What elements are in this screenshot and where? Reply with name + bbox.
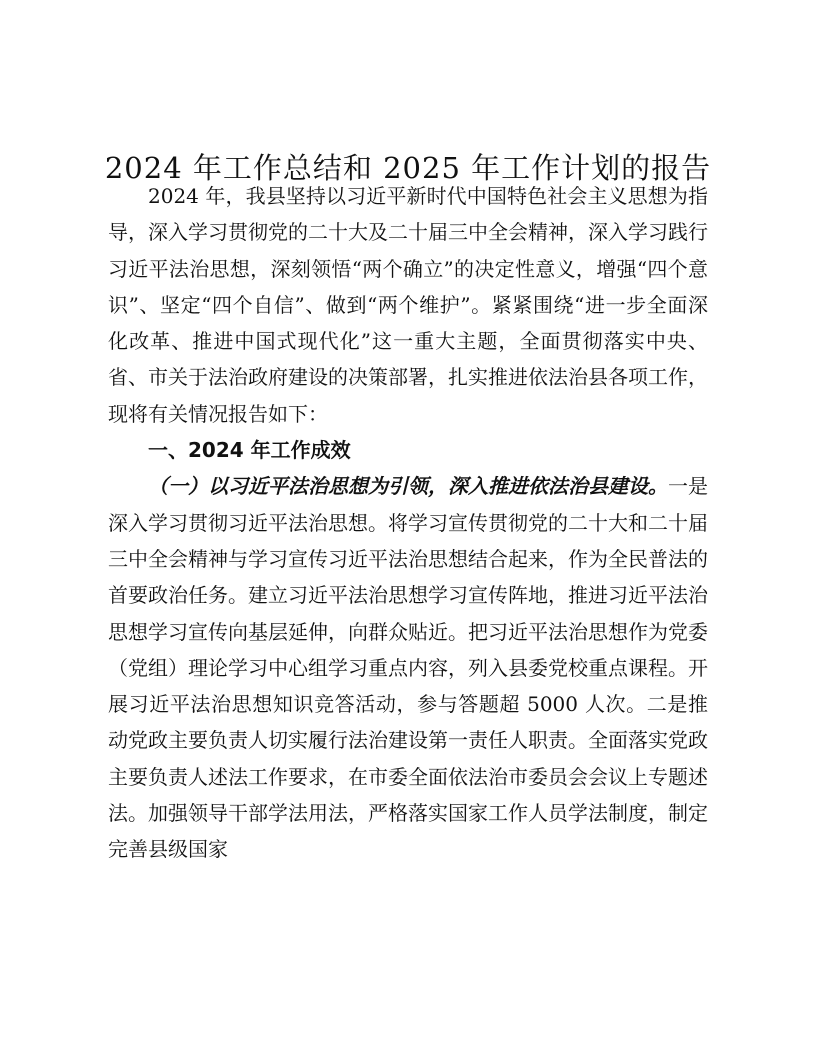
subsection-paragraph — [108, 468, 708, 867]
document-title: 2024 年工作总结和 2025 年工作计划的报告 — [104, 151, 712, 185]
intro-paragraph: 2024 年，我县坚持以习近平新时代中国特色社会主义思想为指导，深入学习贯彻党的二十大及二十届三中全会精神，深入学习践行习近平法治思想，深刻领悟“两个确立”的决定性意义，增强“四个意识”、坚定“四个自信”、做到“两个维护”。紧紧围绕“进一步全面深化改革、推进中国式现代化”这一重大主题，全面贯彻落实中央、省、市关于法治政府建设的决策部署，扎实推进依法治县各项工作，现将有关情况报告如下： — [108, 184, 708, 426]
subsection-body: 一是深入学习贯彻习近平法治思想。将学习宣传贯彻党的二十大和二十届三中全会精神与学习宣传习近平法治思想结合起来，作为全民普法的首要政治任务。建立习近平法治思想学习宣传阵地，推进习近平法治思想学习宣传向基层延伸，向群众贴近。把习近平法治思想作为党委（党组）理论学习中心组学习重点内容，列入县委党校重点课程。开展习近平法治思想知识竞答活动，参与答题超 5000 人次。二是推动党政主要负责人切实履行法治建设第一责任人职责。全面落实党政主要负责人述法工作要求，在市委全面依法治市委员会会议上专题述法。加强领导干部学法用法，严格落实国家工作人员学法制度，制定完善县级国家 — [108, 474, 708, 862]
section-heading: 一、2024 年工作成效 — [148, 438, 351, 463]
document-body — [108, 178, 708, 868]
subsection-heading: （一）以习近平法治思想为引领，深入推进依法治县建设。 — [148, 474, 668, 499]
